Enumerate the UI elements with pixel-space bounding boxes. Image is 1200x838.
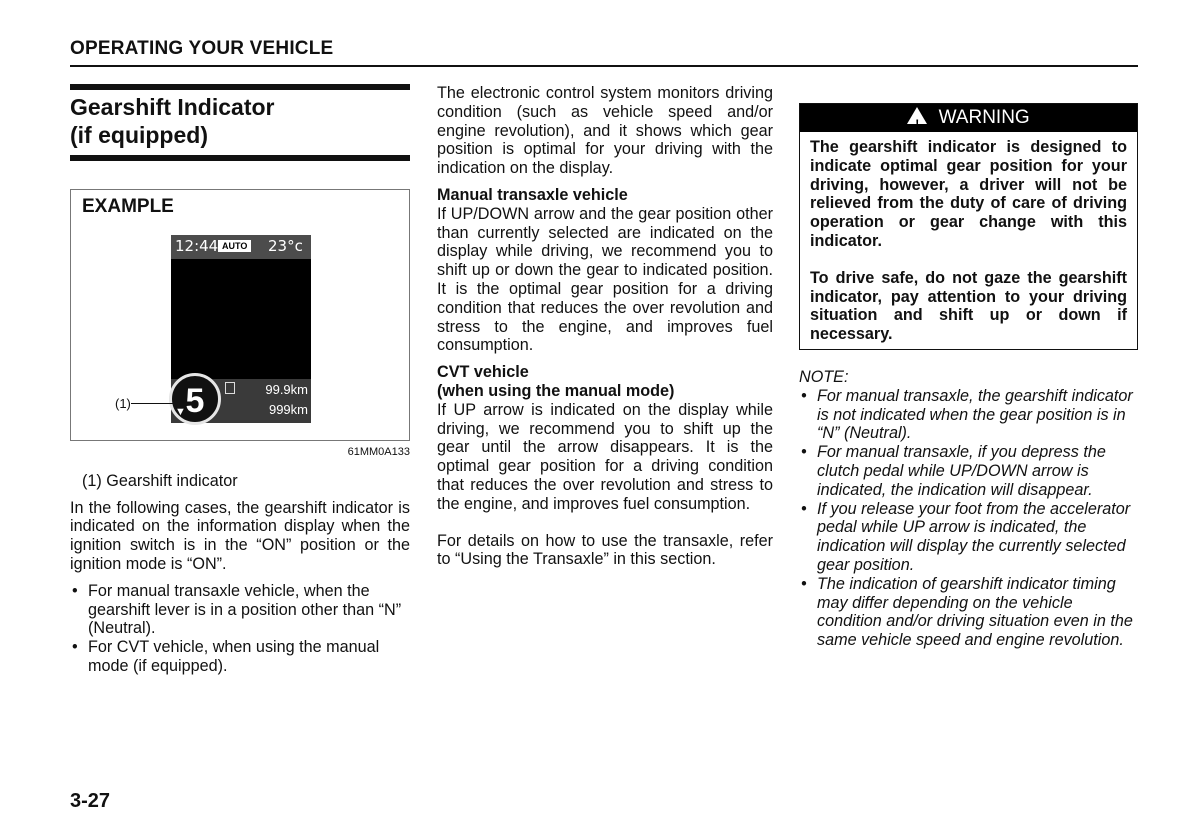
figure-label: EXAMPLE xyxy=(82,196,174,217)
information-display xyxy=(171,235,311,423)
gear-number: 5 xyxy=(185,382,205,420)
list-item: • For manual transaxle vehicle, when the gearshift lever is in a position other than “N” (Neutral). xyxy=(70,582,410,638)
intro-paragraph: In the following cases, the gearshift indicator is indicated on the information display when the ignition switch is in the “ON” position or the ignition mode is “ON”. xyxy=(70,498,410,573)
header-rule xyxy=(70,65,1138,67)
warning-icon: ! xyxy=(907,107,927,124)
column-left xyxy=(70,84,410,676)
figure-code: 61MM0A133 xyxy=(347,446,410,458)
section-title xyxy=(70,93,410,149)
down-arrow-icon: ▼ xyxy=(175,406,186,418)
example-figure xyxy=(70,189,410,441)
trip-icon xyxy=(225,382,235,394)
system-paragraph: The electronic control system monitors driving condition (such as vehicle speed and/or engine revolution), and it shows which gear position is optimal for your driving with the indication on the display. xyxy=(437,84,773,178)
note-list xyxy=(799,387,1138,650)
figure-caption: (1) Gearshift indicator xyxy=(82,471,238,490)
column-middle xyxy=(437,84,773,569)
section-rule-top xyxy=(70,84,410,90)
display-status-bar xyxy=(171,235,311,259)
manual-paragraph: If UP/DOWN arrow and the gear position other than currently selected are indicated on the display while driving, we recommend you to shift up or down the gear to indicated position. It is the optimal gear position for a driving condition that reduces the over revolution and stress to the engine, and improves fuel consumption. xyxy=(437,204,773,355)
display-temperature: 23°c xyxy=(268,237,303,255)
display-bottom-bar xyxy=(171,379,311,423)
manual-heading: Manual transaxle vehicle xyxy=(437,185,628,204)
section-rule-bottom xyxy=(70,155,410,161)
running-header: OPERATING YOUR VEHICLE xyxy=(70,38,334,59)
cvt-heading: CVT vehicle xyxy=(437,363,529,382)
callout-line xyxy=(131,403,173,404)
display-odometer: 999km xyxy=(268,402,308,417)
page-number: 3-27 xyxy=(70,790,111,812)
list-item: • For CVT vehicle, when using the manual mode (if equipped). xyxy=(70,638,410,676)
list-item: • If you release your foot from the accelerator pedal while UP arrow is indicated, the indication will display the currently selected gear position. xyxy=(799,500,1138,575)
column-right xyxy=(799,84,1138,650)
warning-header xyxy=(800,104,1137,132)
warning-box xyxy=(799,103,1138,350)
section-title-line1: Gearshift Indicator xyxy=(70,94,275,120)
cvt-paragraph: If UP arrow is indicated on the display while driving, we recommend you to shift up the gear until the arrow disappears. It is the optimal gear position for a driving condition that reduces the over revolution and stress to the engine, and improves fuel consumption. xyxy=(437,400,773,513)
list-item: • The indication of gearshift indicator timing may differ depending on the vehicle condition and/or driving situation even in the same vehicle speed and engine revolution. xyxy=(799,575,1138,650)
warning-paragraph: To drive safe, do not gaze the gearshift indicator, pay attention to your driving situation and shift up or down if necessary. xyxy=(810,268,1127,344)
list-item: • For manual transaxle, if you depress the clutch pedal while UP/DOWN arrow is indicated, the indication will disappear. xyxy=(799,443,1138,499)
warning-paragraph: The gearshift indicator is designed to indicate optimal gear position for your driving, however, a driver will not be relieved from the duty of care of driving operation or gear change with this indicator. xyxy=(810,138,1127,250)
callout-label: (1) xyxy=(115,396,131,411)
warning-title: WARNING xyxy=(938,107,1030,128)
display-mode-badge: AUTO xyxy=(218,240,251,252)
case-list xyxy=(70,582,410,676)
cvt-subheading: (when using the manual mode) xyxy=(437,381,675,400)
display-clock: 12:44 xyxy=(175,237,219,255)
note-label: NOTE: xyxy=(799,367,849,386)
section-title-line2: (if equipped) xyxy=(70,122,208,148)
details-paragraph: For details on how to use the transaxle, refer to “Using the Transaxle” in this section. xyxy=(437,531,773,569)
warning-body xyxy=(800,132,1137,349)
list-item: • For manual transaxle, the gearshift indicator is not indicated when the gear position is in “N” (Neutral). xyxy=(799,387,1138,443)
display-trip: 99.9km xyxy=(265,382,308,397)
